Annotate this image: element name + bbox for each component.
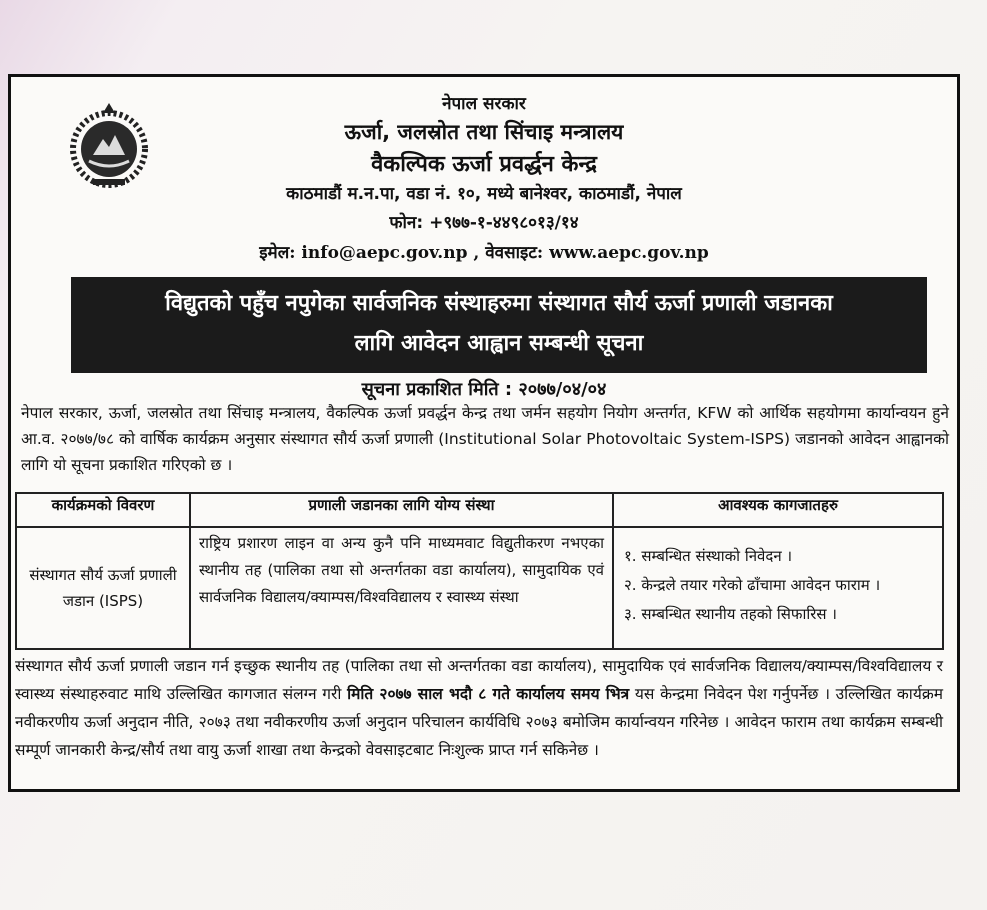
required-documents xyxy=(613,527,943,649)
table-header-documents: आवश्यक कागजातहरु xyxy=(613,493,943,527)
closing-paragraph xyxy=(15,652,943,764)
address: काठमाडौं म.न.पा, वडा नं. १०, मध्ये बानेश्वर, काठमाडौं, नेपाल xyxy=(286,184,682,204)
eligible-institutions: राष्ट्रिय प्रशारण लाइन वा अन्य कुनै पनि माध्यमवाट विद्युतीकरण नभएका स्थानीय तह (पालिका तथा सो अन्तर्गतका वडा कार्यालय), सामुदायिक एवं सार्वजनिक विद्यालय/क्याम्पस/विश्वविद्यालय र स्वास्थ्य संस्था xyxy=(190,527,613,649)
government-name: नेपाल सरकार xyxy=(442,94,526,114)
table-header-row xyxy=(16,493,943,527)
deadline-text: मिति २०७७ साल भदौ ८ गते कार्यालय समय भित्र xyxy=(347,685,630,703)
document-item: २. केन्द्रले तयार गरेको ढाँचामा आवेदन फाराम । xyxy=(624,576,881,594)
closing-text-2: यस केन्द्रमा निवेदन पेश गर्नुपर्नेछ । उल्लिखित कार्यक्रम नवीकरणीय ऊर्जा अनुदान नीति, २०७३ तथा नवीकरणीय ऊर्जा अनुदान परिचालन कार्यविधि २०७३ बमोजिम कार्यान्वयन गरिनेछ । आवेदन फाराम तथा कार्यक्रम सम्बन्धी सम्पूर्ण जानकारी केन्द्र/सौर्य तथा वायु ऊर्जा शाखा तथा केन्द्रको वेवसाइटबाट निःशुल्क प्राप्त गर्न सकिनेछ । xyxy=(15,685,943,759)
publish-date: सूचना प्रकाशित मिति : २०७७/०४/०४ xyxy=(361,379,607,400)
table-header-program: कार्यक्रमको विवरण xyxy=(16,493,190,527)
document-item: ३. सम्बन्धित स्थानीय तहको सिफारिस । xyxy=(624,605,837,623)
banner-line-2: लागि आवेदन आह्वान सम्बन्धी सूचना xyxy=(354,331,644,356)
centre-name: वैकल्पिक ऊर्जा प्रवर्द्धन केन्द्र xyxy=(371,152,597,177)
ministry-name: ऊर्जा, जलस्रोत तथा सिंचाइ मन्त्रालय xyxy=(344,120,624,144)
closing-text-1: संस्थागत सौर्य ऊर्जा प्रणाली जडान गर्न इच्छुक स्थानीय तह (पालिका तथा सो अन्तर्गतका वडा कार्यालय), सामुदायिक एवं सार्वजनिक विद्यालय/क्याम्पस/विश्वविद्यालय र स्वास्थ्य संस्थाहरुवाट माथि उल्लिखित कागजात संलग्न गरी xyxy=(15,657,943,703)
table-row xyxy=(16,527,943,649)
banner-line-1: विद्युतको पहुँच नपुगेका सार्वजनिक संस्थाहरुमा संस्थागत सौर्य ऊर्जा प्रणाली जडानका xyxy=(165,291,833,316)
program-description: संस्थागत सौर्य ऊर्जा प्रणाली जडान (ISPS) xyxy=(16,527,190,649)
program-table xyxy=(15,492,944,650)
table-header-eligible: प्रणाली जडानका लागि योग्य संस्था xyxy=(190,493,613,527)
notice-title-banner xyxy=(71,277,927,373)
phone: फोन: +९७७-१-४४९८०१३/१४ xyxy=(389,213,579,233)
intro-paragraph: नेपाल सरकार, ऊर्जा, जलस्रोत तथा सिंचाइ मन्त्रालय, वैकल्पिक ऊर्जा प्रवर्द्धन केन्द्र तथा जर्मन सहयोग नियोग अन्तर्गत, KFW को आर्थिक सहयोगमा कार्यान्वयन हुने आ.व. २०७७/७८ को वार्षिक कार्यक्रम अनुसार संस्थागत सौर्य ऊर्जा प्रणाली (Institutional Solar Photovoltaic System-ISPS) जडानको आवेदन आह्वानको लागि यो सूचना प्रकाशित गरिएको छ । xyxy=(21,404,949,474)
notice-frame xyxy=(8,74,960,792)
document-item: १. सम्बन्धित संस्थाको निवेदन । xyxy=(624,547,793,565)
email-website: इमेल: info@aepc.gov.np , वेवसाइट: www.aepc.gov.np xyxy=(259,243,709,263)
